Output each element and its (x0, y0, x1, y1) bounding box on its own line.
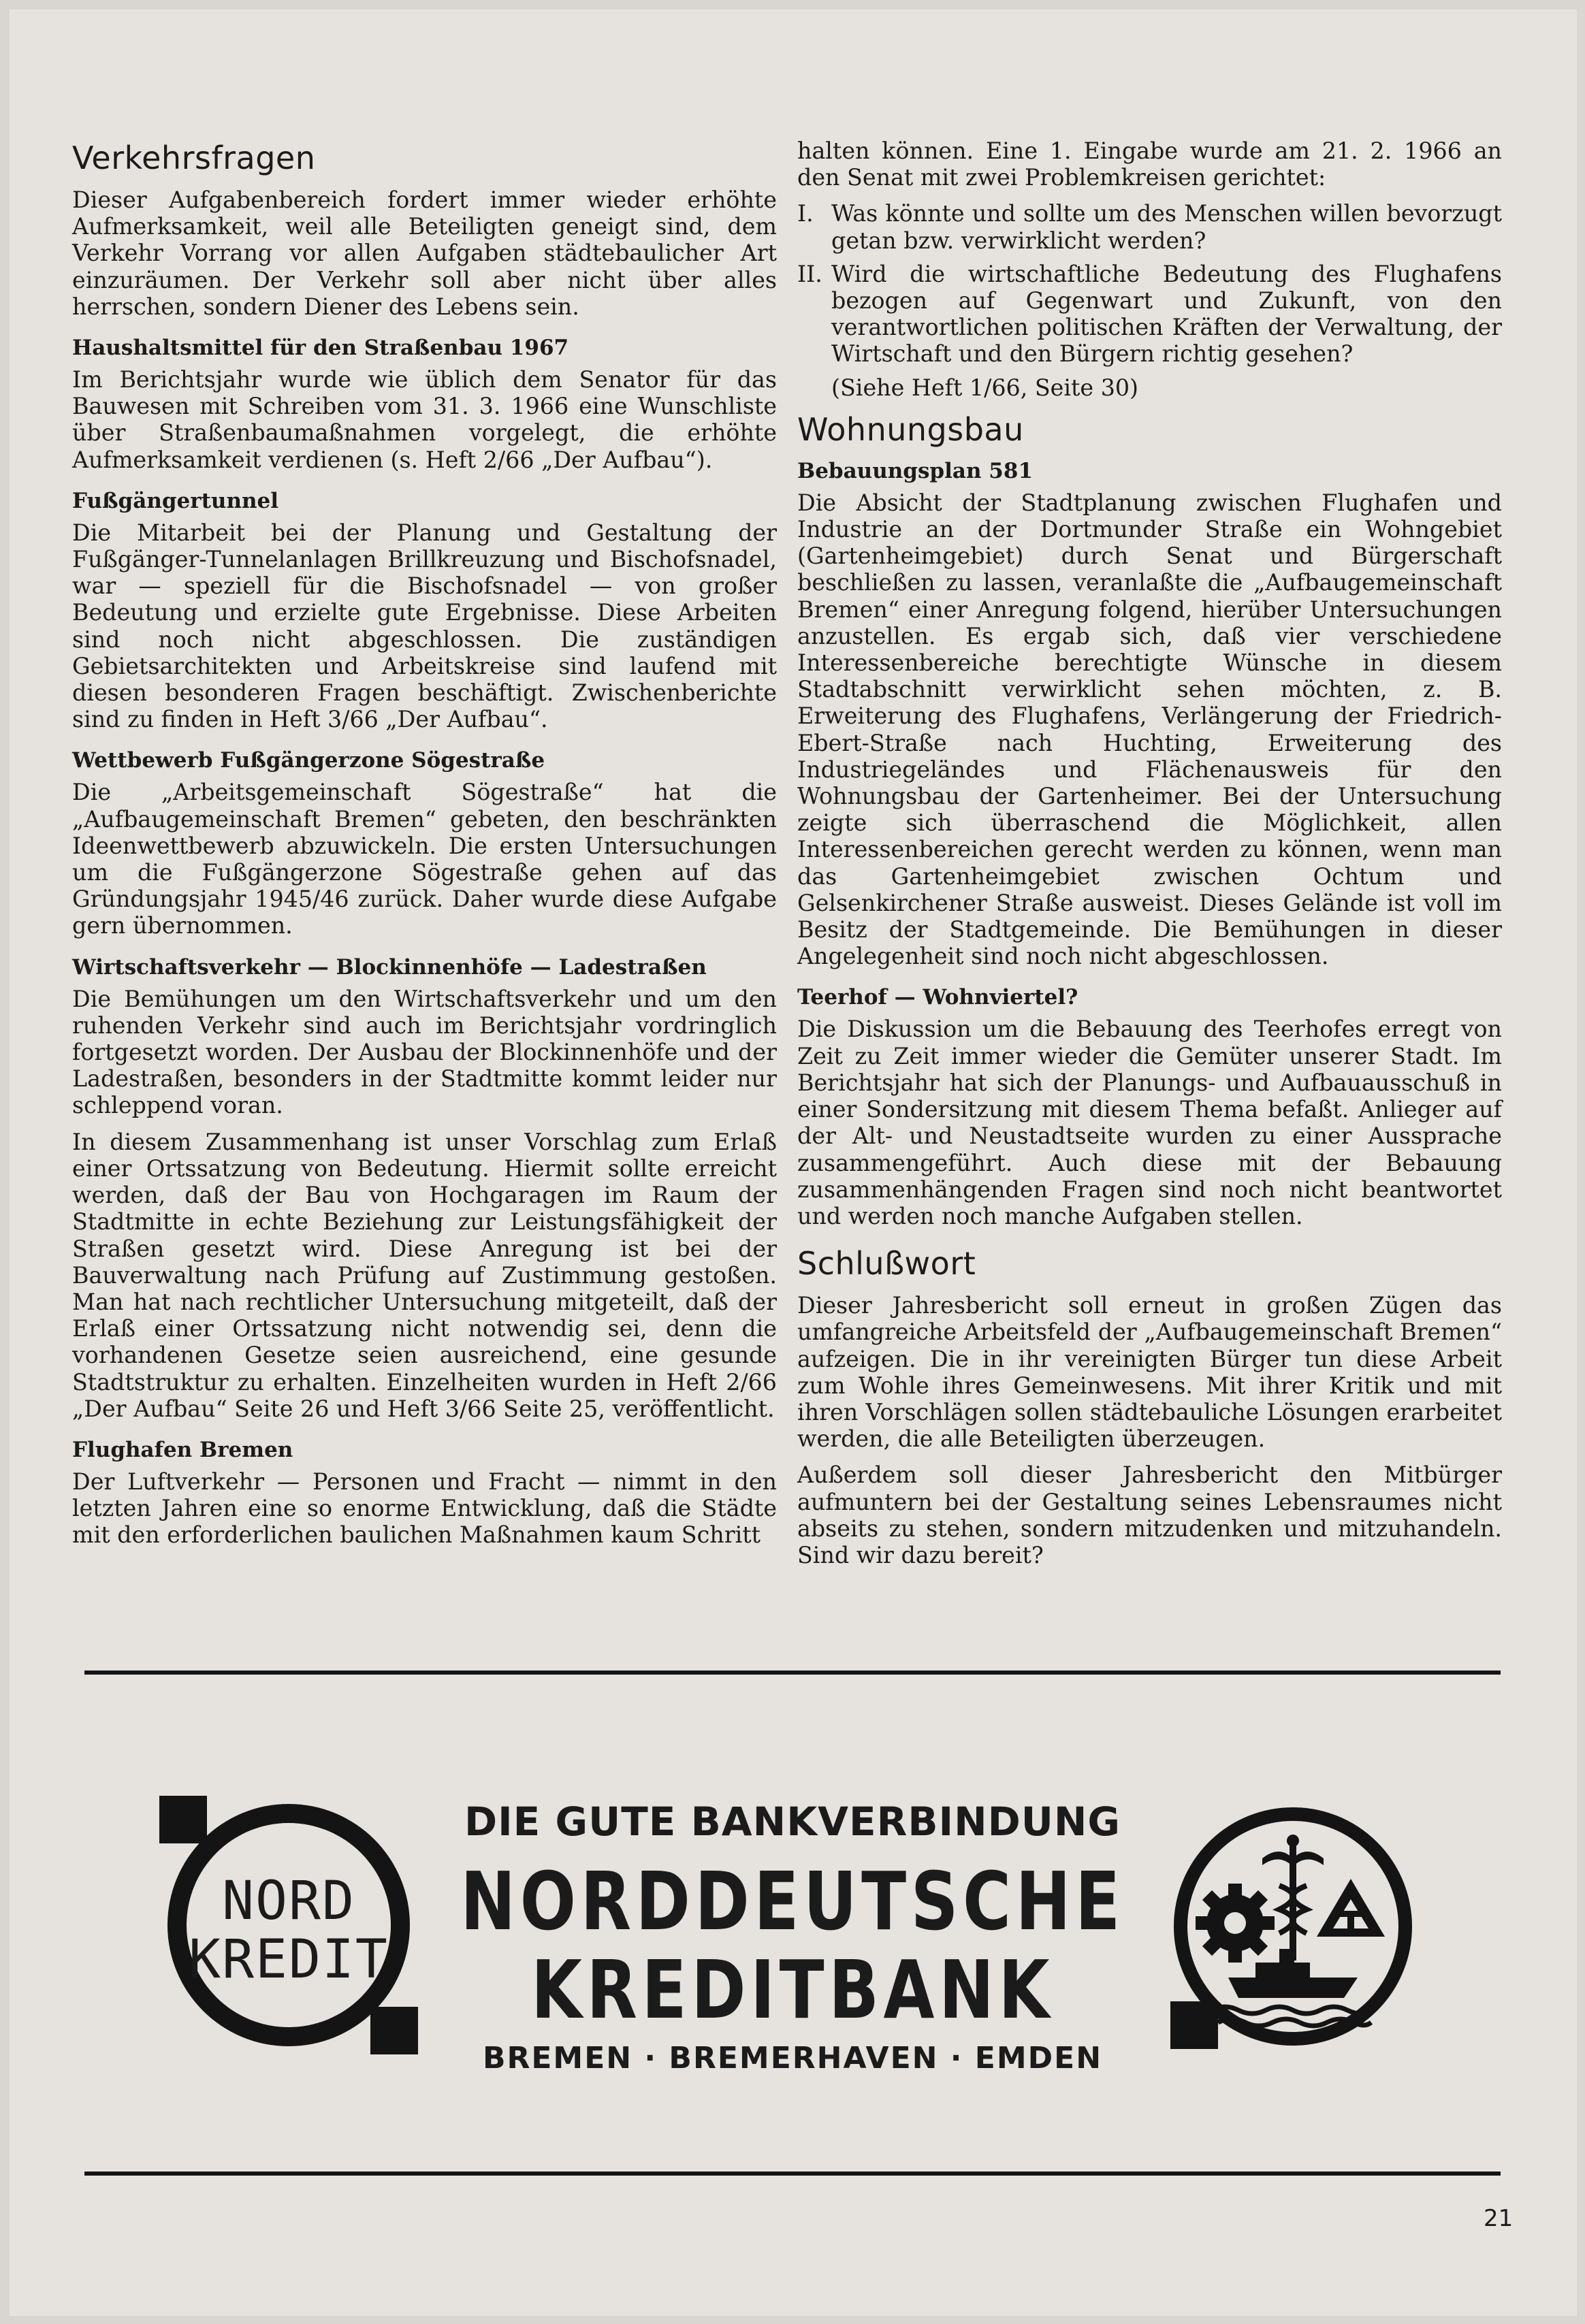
paragraph-wirtschaftsverkehr-1: Die Bemühungen um den Wirtschaftsverkehr und um den ruhenden Verkehr sind auch im Berichtsjahr vordringlich fortgesetzt worden. Der Ausbau der Blockinnenhöfe und der Ladestraßen, besonders in der Stadtmitte kommt leider nur schleppend voran. (72, 985, 777, 1119)
bank-name-line1: NORDDEUTSCHE (460, 1854, 1125, 1948)
subheading-teerhof: Teerhof — Wohnviertel? (797, 985, 1078, 1010)
subheading-wirtschaftsverkehr: Wirtschaftsverkehr — Blockinnenhöfe — Ladestraßen (72, 954, 707, 980)
paragraph-schlusswort-2: Außerdem soll dieser Jahresbericht den Mitbürger aufmuntern bei der Gestaltung seines Lebensraumes nicht abseits zu stehen, sondern mitzudenken und mitzuhandeln. Sind wir dazu bereit? (797, 1462, 1502, 1568)
paragraph-bebauungsplan: Die Absicht der Stadtplanung zwischen Flughafen und Industrie an der Dortmunder Straße ein Wohngebiet (Gartenheimgebiet) durch Senat und Bürgerschaft beschließen zu lassen, veranlaßte die „Aufbaugemeinschaft Bremen“ einer Anregung folgend, hierüber Untersuchungen anzustellen. Es ergab sich, daß vier verschiedene Interessenbereiche berechtigte Wünsche in diesem Stadtabschnitt verwirklicht sehen möchten, z. B. Erweiterung des Flughafens, Verlängerung der Friedrich-Ebert-Straße nach Huchting, Erweiterung des Industriegeländes und Flächenausweis für den Wohnungsbau der Gartenheimer. Bei der Untersuchung zeigte sich überraschend die Möglichkeit, allen Interessenbereichen gerecht werden zu können, wenn man das Gartenheimgebiet zwischen Ochtum und Gelsenkirchener Straße ausweist. Dieses Gelände ist voll im Besitz der Stadtgemeinde. Die Bemühungen in dieser Angelegenheit sind noch nicht abgeschlossen. (797, 489, 1502, 970)
bank-advertisement (84, 1671, 1501, 2176)
subheading-bebauungsplan: Bebauungsplan 581 (797, 458, 1034, 483)
subheading-fussgaengertunnel: Fußgängertunnel (72, 488, 279, 513)
paragraph-wettbewerb: Die „Arbeitsgemeinschaft Sögestraße“ hat die „Aufbaugemeinschaft Bremen“ gebeten, den beschränkten Ideenwettbewerb abzuwickeln. Die ersten Untersuchungen um die Fußgängerzone Sögestraße gehen auf das Gründungsjahr 1945/46 zurück. Daher wurde diese Aufgabe gern übernommen. (72, 779, 777, 939)
paragraph-flughafen-continued: halten können. Eine 1. Eingabe wurde am 21. 2. 1966 an den Senat mit zwei Problemkreisen gerichtet: (797, 138, 1502, 191)
heading-schlusswort: Schlußwort (797, 1245, 976, 1282)
page-number: 21 (1484, 2205, 1514, 2232)
paragraph-verkehrsfragen: Dieser Aufgabenbereich fordert immer wieder erhöhte Aufmerksamkeit, weil alle Beteiligten geneigt sind, dem Verkehr Vorrang vor allen Aufgaben städtebaulicher Art einzuräumen. Der Verkehr soll aber nicht über alles herrschen, sondern Diener des Lebens sein. (72, 187, 777, 320)
left-column (72, 139, 777, 1558)
logo-text-nord: NORD (222, 1871, 355, 1932)
question-number: II. (797, 260, 822, 287)
paragraph-schlusswort-1: Dieser Jahresbericht soll erneut in großen Zügen das umfangreiche Arbeitsfeld der „Aufbaugemeinschaft Bremen“ aufzeigen. Die in ihr vereinigten Bürger tun diese Arbeit zum Wohle ihres Gemeinwesens. Mit ihrer Kritik und mit ihren Vorschlägen sollen städtebauliche Lösungen erarbeitet werden, die alle Beteiligten überzeugen. (797, 1292, 1502, 1453)
question-number: I. (797, 200, 814, 227)
logo-text-kredit: KREDIT (189, 1929, 389, 1990)
right-column (797, 138, 1502, 1578)
heading-wohnungsbau: Wohnungsbau (797, 410, 1024, 448)
reference-note: (Siehe Heft 1/66, Seite 30) (831, 374, 1139, 401)
question-text: Wird die wirtschaftliche Bedeutung des Flughafens bezogen auf Gegenwart und Zukunft, von den verantwortlichen politischen Kräften der Verwaltung, der Wirtschaft und den Bürgern richtig gesehen? (831, 260, 1502, 368)
paragraph-wirtschaftsverkehr-2: In diesem Zusammenhang ist unser Vorschlag zum Erlaß einer Ortssatzung von Bedeutung. Hiermit sollte erreicht werden, daß der Bau von Hochgaragen im Raum der Stadtmitte in echte Beziehung zur Leistungsfähigkeit der Straßen gesetzt wird. Diese Anregung ist bei der Bauverwaltung nach Prüfung auf Zustimmung gestoßen. Man hat nach rechtlicher Untersuchung mitgeteilt, daß der Erlaß einer Ortssatzung nicht notwendig sei, denn die vorhandenen Gesetze seien ausreichend, eine gesunde Stadtstruktur zu erhalten. Einzelheiten wurden in Heft 2/66 „Der Aufbau“ Seite 26 und Heft 3/66 Seite 25, veröffentlicht. (72, 1128, 777, 1422)
question-list (797, 200, 1502, 367)
bank-name-line2: KREDITBANK (530, 1943, 1055, 2037)
trade-emblem-icon (1170, 1804, 1415, 2049)
paragraph-teerhof: Die Diskussion um die Bebauung des Teerhofes erregt von Zeit zu Zeit immer wieder die Gemüter unserer Stadt. Im Berichtsjahr hat sich der Planungs- und Aufbauausschuß in einer Sondersitzung mit diesem Thema befaßt. Anlieger auf der Alt- und Neustadtseite wurden zu einer Aussprache zusammengeführt. Auch diese mit der Bebauung zusammenhängenden Fragen sind noch nicht beantwortet und werden noch manche Aufgaben stellen. (797, 1016, 1502, 1229)
question-item (797, 261, 1502, 368)
subheading-haushaltsmittel: Haushaltsmittel für den Straßenbau 1967 (72, 336, 569, 361)
heading-verkehrsfragen: Verkehrsfragen (72, 140, 316, 176)
bank-cities: BREMEN · BREMERHAVEN · EMDEN (482, 2041, 1103, 2076)
subheading-flughafen: Flughafen Bremen (72, 1437, 293, 1462)
question-text: Was könnte und sollte um des Menschen willen bevorzugt getan bzw. verwirklicht werden? (831, 200, 1502, 254)
ad-tagline: DIE GUTE BANKVERBINDUNG (464, 1798, 1121, 1845)
paragraph-fussgaengertunnel: Die Mitarbeit bei der Planung und Gestaltung der Fußgänger-Tunnelanlagen Brillkreuzung und Bischofsnadel, war — speziell für die Bischofsnadel — von großer Bedeutung und erzielte gute Ergebnisse. Diese Arbeiten sind noch nicht abgeschlossen. Die zuständigen Gebietsarchitekten und Arbeitskreise sind laufend mit diesen besonderen Fragen beschäftigt. Zwischenberichte sind zu finden in Heft 3/66 „Der Aufbau“. (72, 519, 777, 733)
paragraph-haushaltsmittel: Im Berichtsjahr wurde wie üblich dem Senator für das Bauwesen mit Schreiben vom 31. 3. 1966 eine Wunschliste über Straßenbaumaßnahmen vorgelegt, die erhöhte Aufmerksamkeit verdienen (s. Heft 2/66 „Der Aufbau“). (72, 366, 777, 473)
paragraph-flughafen: Der Luftverkehr — Personen und Fracht — nimmt in den letzten Jahren eine so enorme Entwicklung, daß die Städte mit den erforderlichen baulichen Maßnahmen kaum Schritt (72, 1468, 777, 1549)
subheading-wettbewerb: Wettbewerb Fußgängerzone Sögestraße (72, 748, 545, 773)
page (10, 10, 1577, 2316)
question-item (797, 200, 1502, 253)
